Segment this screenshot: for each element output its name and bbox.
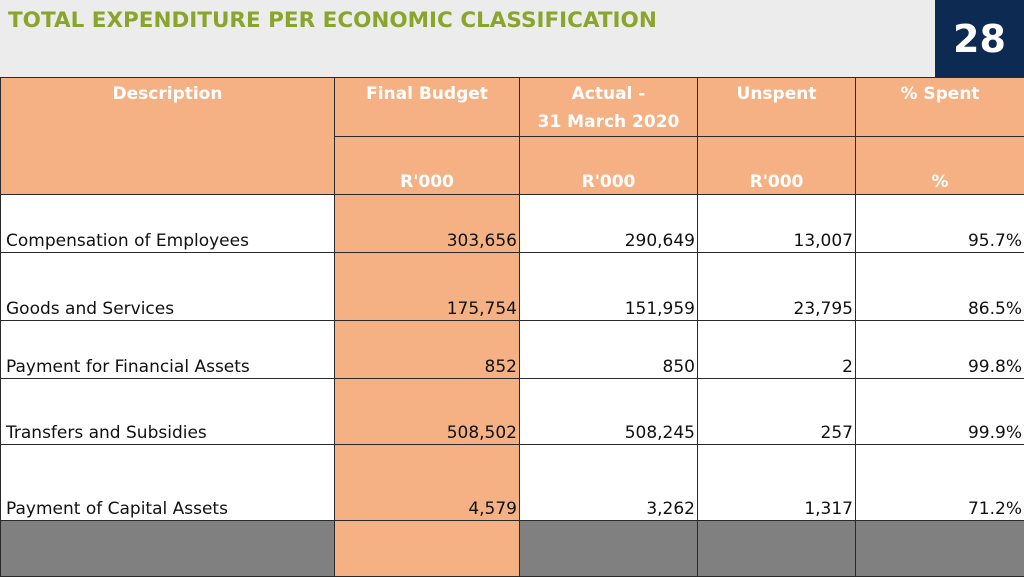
cell-percent-spent: 71.2% (856, 445, 1024, 521)
column-header-label: % Spent (900, 84, 979, 104)
column-header-description (1, 78, 335, 195)
unit-final-budget: R'000 (335, 137, 520, 195)
column-header-label: Unspent (737, 84, 817, 104)
table-row (1, 253, 1024, 321)
cell-description: Goods and Services (1, 253, 335, 321)
cell-total-actual (520, 521, 698, 577)
cell-description: Transfers and Subsidies (1, 379, 335, 445)
cell-unspent: 2 (698, 321, 856, 379)
cell-total-final-budget (335, 521, 520, 577)
cell-actual: 151,959 (520, 253, 698, 321)
unit-unspent: R'000 (698, 137, 856, 195)
cell-total-unspent (698, 521, 856, 577)
cell-unspent: 257 (698, 379, 856, 445)
table-row (1, 445, 1024, 521)
expenditure-table (0, 77, 1024, 577)
table-total-row (1, 521, 1024, 577)
cell-unspent: 13,007 (698, 195, 856, 253)
cell-final-budget: 175,754 (335, 253, 520, 321)
column-header-final-budget (335, 78, 520, 137)
cell-actual: 850 (520, 321, 698, 379)
cell-final-budget: 303,656 (335, 195, 520, 253)
column-header-label: Final Budget (366, 84, 488, 104)
cell-description: Payment of Capital Assets (1, 445, 335, 521)
column-header-percent-spent (856, 78, 1024, 137)
table-row (1, 195, 1024, 253)
table-header-row (1, 78, 1024, 137)
unit-percent-spent: % (856, 137, 1024, 195)
cell-unspent: 23,795 (698, 253, 856, 321)
column-header-unspent (698, 78, 856, 137)
column-header-actual (520, 78, 698, 137)
column-header-label: Actual - (522, 80, 695, 108)
cell-final-budget: 852 (335, 321, 520, 379)
cell-percent-spent: 86.5% (856, 253, 1024, 321)
cell-total-percent-spent (856, 521, 1024, 577)
column-header-label: Description (113, 84, 223, 104)
cell-final-budget: 4,579 (335, 445, 520, 521)
unit-actual: R'000 (520, 137, 698, 195)
page-number-badge: 28 (935, 0, 1024, 77)
cell-final-budget: 508,502 (335, 379, 520, 445)
cell-actual: 508,245 (520, 379, 698, 445)
table-row (1, 379, 1024, 445)
page-title: TOTAL EXPENDITURE PER ECONOMIC CLASSIFICATION (8, 8, 657, 33)
cell-percent-spent: 95.7% (856, 195, 1024, 253)
table-row (1, 321, 1024, 379)
cell-percent-spent: 99.8% (856, 321, 1024, 379)
cell-actual: 290,649 (520, 195, 698, 253)
cell-total-description (1, 521, 335, 577)
column-header-label-line2: 31 March 2020 (522, 108, 695, 136)
cell-percent-spent: 99.9% (856, 379, 1024, 445)
cell-unspent: 1,317 (698, 445, 856, 521)
cell-description: Compensation of Employees (1, 195, 335, 253)
cell-actual: 3,262 (520, 445, 698, 521)
cell-description: Payment for Financial Assets (1, 321, 335, 379)
